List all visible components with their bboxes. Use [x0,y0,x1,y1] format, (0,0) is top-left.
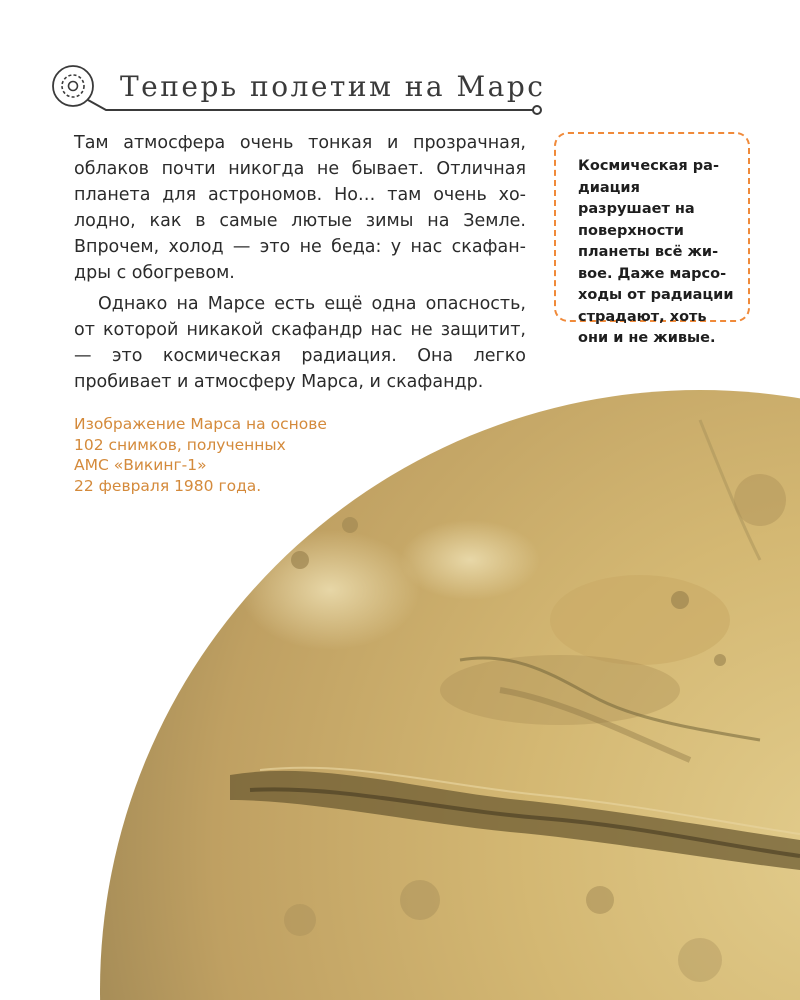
image-caption [74,414,354,496]
caption-line: Изображение Марса на основе [74,415,327,433]
page-title: Теперь полетим на Марс [120,70,546,103]
connector-end-dot [533,106,541,114]
caption-line: АМС «Викинг-1» [74,456,207,474]
body-text [74,130,526,395]
info-box-text: Космическая радиация разрушает на поверхности планеты всё живое. Даже марсоходы от радиации страдают, хоть они и не живые. [578,158,734,346]
paragraph-1: Там атмосфера очень тонкая и прозрачная, облаков почти никогда не бывает. Отличная планета для астрономов. Но… там очень холодно, как в самые лютые зимы на Земле. Впрочем, холод — это не беда: у нас скафандры с обогревом. [74,133,526,283]
caption-line: 102 снимков, полученных [74,435,286,454]
paragraph-2: Однако на Марсе есть ещё одна опасность, от которой никакой скафандр нас не защитит, — это космическая радиация. Она легко пробивает и атмосферу Марса, и скафандр. [74,294,526,392]
caption-line: 22 февраля 1980 года. [74,476,262,495]
info-box [554,132,750,346]
gear-icon [53,66,93,106]
